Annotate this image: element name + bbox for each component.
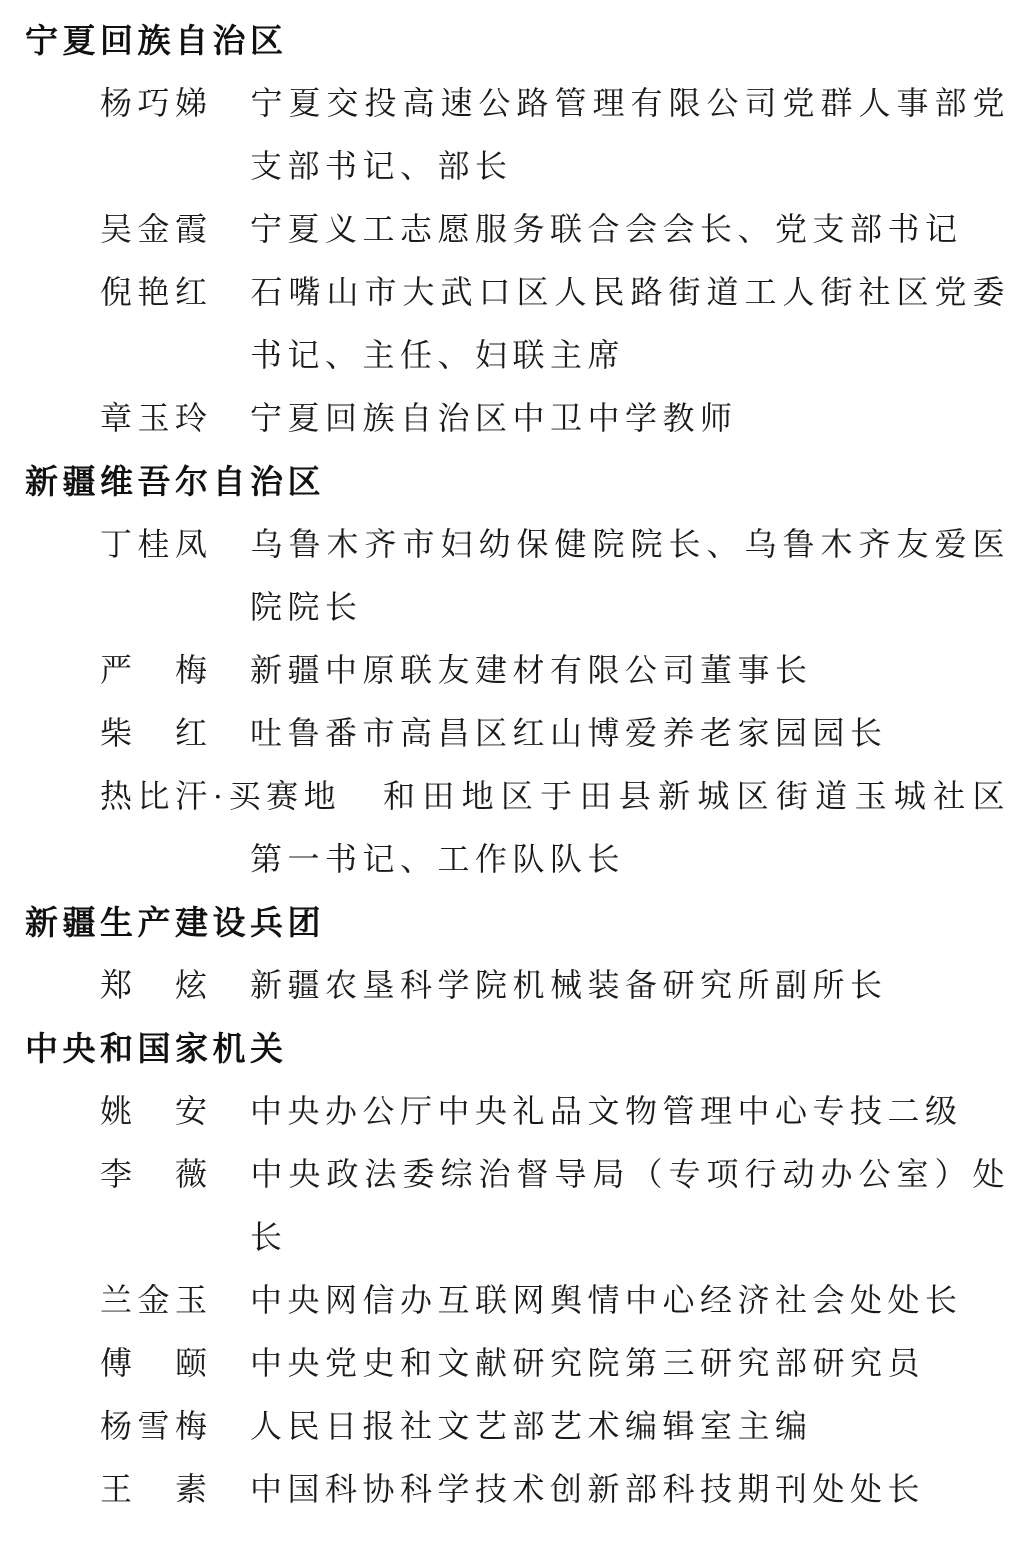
entry-row	[100, 954, 1010, 1017]
entry-row	[100, 1458, 1010, 1521]
person-name: 柴 红	[100, 715, 213, 751]
person-position: 和田地区于田县新城区街道玉城社区第一书记、工作队队长	[250, 778, 1010, 877]
person-position: 中央办公厅中央礼品文物管理中心专技二级	[250, 1093, 963, 1129]
person-name: 章玉玲	[100, 400, 213, 436]
person-name: 热比汗·买赛地	[100, 778, 342, 814]
region-section	[0, 9, 1025, 450]
person-position: 中国科协科学技术创新部科技期刊处处长	[250, 1471, 926, 1507]
person-position: 人民日报社文艺部艺术编辑室主编	[250, 1408, 813, 1444]
person-name: 严 梅	[100, 652, 213, 688]
person-position: 中央政法委综治督导局（专项行动办公室）处长	[250, 1156, 1010, 1255]
entry-row	[100, 513, 1010, 639]
entry-row	[100, 261, 1010, 387]
section-heading: 宁夏回族自治区	[25, 22, 288, 59]
region-section	[0, 450, 1025, 891]
region-section	[0, 891, 1025, 1017]
person-position: 乌鲁木齐市妇幼保健院院长、乌鲁木齐友爱医院院长	[250, 526, 1010, 625]
person-name: 杨雪梅	[100, 1408, 213, 1444]
entry-row	[100, 387, 1010, 450]
person-position: 宁夏交投高速公路管理有限公司党群人事部党支部书记、部长	[250, 85, 1010, 184]
entry-row	[100, 198, 1010, 261]
person-position: 中央网信办互联网舆情中心经济社会处处长	[250, 1282, 963, 1318]
section-heading: 中央和国家机关	[25, 1030, 288, 1067]
entry-row	[100, 1269, 1010, 1332]
person-name: 郑 炫	[100, 967, 213, 1003]
person-position: 新疆农垦科学院机械装备研究所副所长	[250, 967, 888, 1003]
entry-row	[100, 702, 1010, 765]
section-heading: 新疆生产建设兵团	[25, 904, 325, 941]
entry-row	[100, 1332, 1010, 1395]
person-name: 王 素	[100, 1471, 213, 1507]
person-name: 李 薇	[100, 1156, 213, 1192]
sections-list	[0, 9, 1025, 1521]
section-heading: 新疆维吾尔自治区	[25, 463, 325, 500]
entry-row	[100, 1395, 1010, 1458]
section-entries	[0, 954, 1025, 1017]
entry-row	[100, 765, 1010, 891]
person-position: 新疆中原联友建材有限公司董事长	[250, 652, 813, 688]
section-entries	[0, 1080, 1025, 1521]
section-entries	[0, 513, 1025, 891]
person-name: 傅 颐	[100, 1345, 213, 1381]
person-name: 姚 安	[100, 1093, 213, 1129]
person-name: 兰金玉	[100, 1282, 213, 1318]
region-section	[0, 1017, 1025, 1521]
person-position: 中央党史和文献研究院第三研究部研究员	[250, 1345, 926, 1381]
entry-row	[100, 1143, 1010, 1269]
entry-row	[100, 1080, 1010, 1143]
entry-row	[100, 72, 1010, 198]
section-entries	[0, 72, 1025, 450]
entry-row	[100, 639, 1010, 702]
person-name: 倪艳红	[100, 274, 213, 310]
person-position: 宁夏义工志愿服务联合会会长、党支部书记	[250, 211, 963, 247]
person-name: 丁桂凤	[100, 526, 213, 562]
person-position: 吐鲁番市高昌区红山博爱养老家园园长	[250, 715, 888, 751]
person-position: 石嘴山市大武口区人民路街道工人街社区党委书记、主任、妇联主席	[250, 274, 1010, 373]
person-position: 宁夏回族自治区中卫中学教师	[250, 400, 738, 436]
person-name: 吴金霞	[100, 211, 213, 247]
person-name: 杨巧娣	[100, 85, 213, 121]
